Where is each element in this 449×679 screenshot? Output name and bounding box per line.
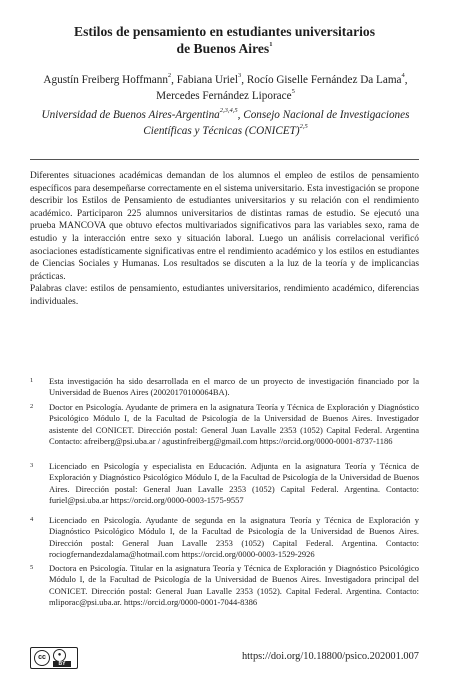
title-footnote-marker: 1 [269, 41, 273, 49]
footnote-number: 5 [30, 564, 34, 571]
title-line-2: de Buenos Aires [176, 41, 270, 56]
affiliation-university: Universidad de Buenos Aires-Argentina [41, 109, 220, 121]
affiliation-marker: 2,5 [299, 123, 308, 131]
author-name: Mercedes Fernández Liporace [156, 90, 292, 102]
author-name: Rocío Giselle Fernández Da Lama [246, 74, 402, 86]
person-icon: ● [53, 649, 66, 662]
article-title [0, 23, 449, 57]
footnote-number: 2 [30, 403, 34, 410]
cc-circle-icon: cc [34, 650, 50, 666]
footnote-2 [30, 402, 419, 448]
affiliation-marker: 2,3,4,5 [219, 107, 238, 115]
author-name: Fabiana Uriel [176, 74, 238, 86]
author-list: Agustín Freiberg Hoffmann$^2$, Fabiana Uriel$^3$, Rocío Giselle Fernández Da Lama$^4$, Mercedes Fernández Liporace$^5$ [43, 72, 408, 102]
doi-link[interactable]: https://doi.org/10.18800/psico.202001.007 [241, 651, 419, 662]
author-footnote-marker: 3 [237, 72, 242, 80]
abstract [30, 170, 419, 309]
footnote-3 [30, 461, 419, 507]
footnote-text: Licenciado en Psicología y especialista en Educación. Adjunta en la asignatura Teoría y Técnica de Exploración y Diagnóstico Psicológico Módulo I, de la Facultad de Psicología de la Universidad de Buenos Aires. Dirección postal: General Juan Lavalle 2353 (1052) Capital Federal. Argentina. Contacto: furiel@psi.uba.ar https://orcid.org/0000-0003-1575-9557 [49, 461, 419, 506]
footnote-number: 3 [30, 462, 34, 469]
footnote-4 [30, 515, 419, 561]
affiliations: Universidad de Buenos Aires-Argentina$^{2,3,4,5}$, Consejo Nacional de Investigaciones Científicas y Técnicas (CONICET)$^{2,5}$ [41, 107, 410, 137]
affiliation-conicet: Consejo Nacional de Investigaciones Científicas y Técnicas (CONICET) [143, 109, 410, 137]
title-line-1: Estilos de pensamiento en estudiantes universitarios [74, 24, 375, 39]
footnote-number: 4 [30, 516, 34, 523]
footnote-1 [30, 376, 419, 399]
footnote-text: Licenciado en Psicología. Ayudante de segunda en la asignatura Teoría y Técnica de Exploración y Diagnóstico Psicológico Módulo I, de la Facultad de Psicología de la Universidad de Buenos Aires. Dirección postal: General Juan Lavalle 2353 (1052) Capital Federal. Argentina. Contacto: rociogfernandezdalama@hotmail.com https://orcid.org/0000-0003-1529-2926 [49, 515, 419, 560]
footnote-number: 1 [30, 377, 34, 384]
keywords: Palabras clave: estilos de pensamiento, estudiantes universitarios, rendimiento académico, diferencias individuales. [30, 284, 419, 307]
abstract-body: Diferentes situaciones académicas demandan de los alumnos el empleo de estilos de pensamiento específicos para desempeñarse correctamente en el sistema universitario. Esta investigación se propone describir los Estilos de Pensamiento de estudiantes universitarios y su relación con el rendimiento académico. Participaron 225 alumnos universitarios de distintas ramas de estudio. Se ejecutó una prueba MANCOVA que obtuvo efectos multivariados significativos para las variables sexo, rama de estudio y la interacción entre sexo y situación laboral. Luego un análisis correlacional verificó asociaciones estadísticamente significativas entre el rendimiento académico y los estilos en estudiantes de Ciencias Sociales y Humanas. Los resultados se discuten a la luz de la teoría y de implicancias prácticas. [30, 171, 419, 282]
footnote-text: Esta investigación ha sido desarrollada en el marco de un proyecto de investigación financiado por la Universidad de Buenos Aires (20020170100064BA). [49, 376, 419, 398]
author-footnote-marker: 4 [401, 72, 405, 80]
cc-by-icon [30, 647, 78, 669]
footnote-text: Doctora en Psicología. Titular en la asignatura Teoría y Técnica de Exploración y Diagnóstico Psicológico Módulo I, de la Facultad de Psicología de la Universidad de Buenos Aires. Investigadora principal del CONICET. Dirección postal: General Juan Lavalle 2353 (1052). Capital Federal. Argentina. Contacto: mliporac@psi.uba.ar. https://orcid.org/0000-0001-7044-8386 [49, 563, 419, 608]
by-label: BY [53, 661, 71, 667]
author-footnote-marker: 2 [167, 72, 172, 80]
footnote-5 [30, 563, 419, 609]
abstract-divider [30, 159, 419, 160]
author-name: Agustín Freiberg Hoffmann [43, 74, 168, 86]
author-footnote-marker: 5 [291, 88, 295, 96]
footnote-text: Doctor en Psicología. Ayudante de primera en la asignatura Teoría y Técnica de Exploración y Diagnóstico Psicológico Módulo I, de la Facultad de Psicología de la Universidad de Buenos Aires. Investigador asistente del CONICET. Dirección postal: General Juan Lavalle 2353 (1052) Capital Federal. Argentina Contacto: afreiberg@psi.uba.ar / agustinfreiberg@gmail.com https://orcid.org/0000-0001-8737-1186 [49, 402, 419, 447]
